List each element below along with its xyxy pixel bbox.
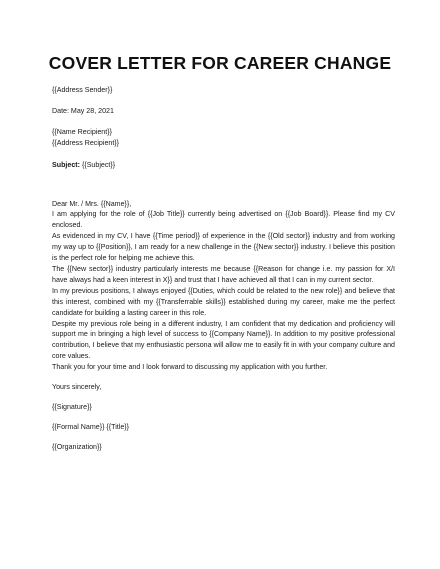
- document-title: COVER LETTER FOR CAREER CHANGE: [48, 53, 392, 73]
- formal-name: {{Formal Name}} {{Title}}: [52, 422, 130, 431]
- signature: {{Signature}}: [52, 402, 92, 411]
- organization: {{Organization}}: [52, 442, 102, 451]
- recipient-address: {{Address Recipient}}: [52, 138, 120, 147]
- closing: Yours sincerely,: [52, 383, 102, 392]
- recipient-block: [52, 127, 395, 149]
- subject-value: {{Subject}}: [79, 160, 116, 169]
- subject-label: Subject:: [52, 160, 80, 169]
- salutation: Dear Mr. / Mrs. {{Name}},: [52, 199, 132, 208]
- recipient-name: {{Name Recipient}}: [52, 127, 112, 136]
- body-paragraph-1: I am applying for the role of {{Job Title}} currently being advertised on {{Job Board}}. Please find my CV enclosed.: [52, 210, 395, 230]
- letter-date: Date: May 28, 2021: [52, 106, 114, 115]
- body-paragraph-5: Despite my previous role being in a different industry, I am confident that my dedication and proficiency will support me in bringing a high level of success to {{Company Name}}. In addition to my positive professional contribution, I believe that my enthusiastic persona will allow me to easily fit in with your company culture and core values.: [52, 319, 395, 361]
- body-paragraph-6: Thank you for your time and I look forward to discussing my application with you further.: [52, 363, 328, 372]
- body-paragraph-2: As evidenced in my CV, I have {{Time period}} of experience in the {{Old sector}} industry and from working my way up to {{Position}}, I am ready for a new challenge in the {{New sector}} industry. I believe this position is the perfect role for helping me achieve this.: [52, 232, 395, 263]
- subject-line: [52, 160, 395, 171]
- body-paragraph-4: In my previous positions, I always enjoyed {{Duties, which could be related to the new role}} and believe that this interest, combined with my {{Transferrable skills}} established during my career, make me the perfect candidate for building a lasting career in this role.: [52, 286, 395, 317]
- body-paragraph-3: The {{New sector}} industry particularly interests me because {{Reason for change i.e. my passion for X/I have always had a keen interest in X}} and trust that I have achieved all that I can in my current sector.: [52, 264, 395, 284]
- sender-address: {{Address Sender}}: [52, 86, 113, 94]
